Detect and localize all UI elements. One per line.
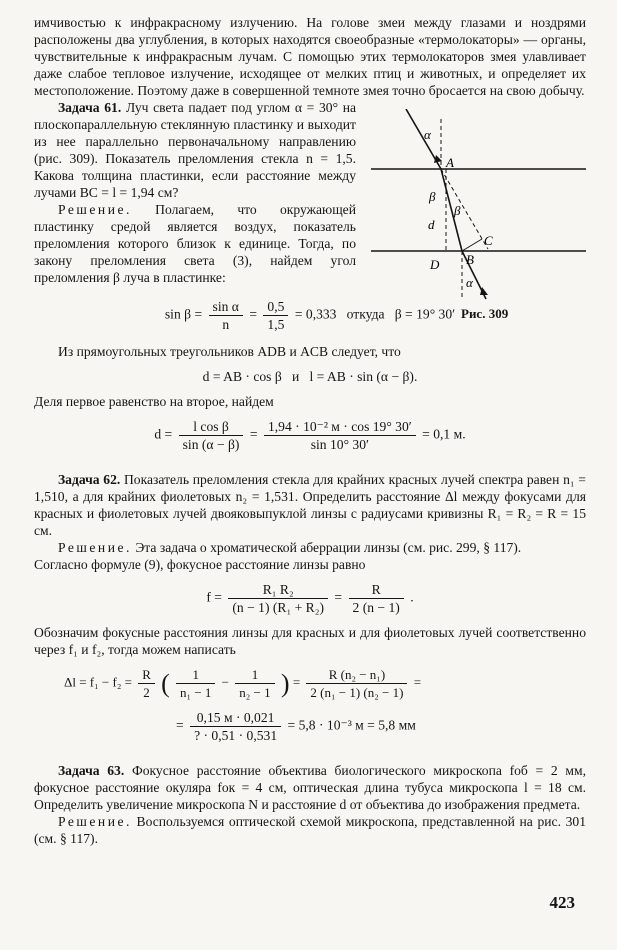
task-63-label: Задача 63. (58, 763, 125, 778)
f3-den2: sin 10° 30′ (310, 437, 369, 452)
f6-frac (190, 709, 281, 744)
f5-frac-2 (235, 666, 274, 701)
f1-den2: 1,5 (267, 317, 285, 332)
label-beta-right: β (454, 203, 461, 218)
f3-left: d = (154, 426, 173, 442)
f6-num: 0,15 м · 0,021 (190, 709, 281, 727)
figure-caption: Рис. 309 (461, 306, 509, 321)
f3-right: = 0,1 м. (422, 426, 466, 442)
f4-frac-2 (349, 581, 404, 616)
f3-num2: 1,94 · 10⁻² м · cos 19° 30′ (264, 418, 416, 436)
f1-right: = 0,333 откуда β = 19° 30′ (294, 306, 456, 322)
solution-word-63: Решение. (58, 814, 132, 829)
formula-delta-l (34, 666, 586, 701)
f5-d2: n₂ − 1 (239, 685, 271, 700)
f4-num: R₁ R₂ (228, 581, 328, 599)
triangles-text: Из прямоугольных треугольников ADB и ACB следует, что (58, 344, 401, 359)
f4-left: f = (206, 589, 222, 605)
figure-309 (366, 109, 586, 334)
task-63-solution-text: Воспользуемся оптической схемой микроскопа, представленной на рис. 301 (см. § 117). (34, 814, 586, 846)
label-b: B (466, 252, 474, 267)
label-beta-left: β (429, 189, 436, 204)
f5-minus: − (221, 674, 230, 690)
task-62-text: Показатель преломления стекла для крайних красных лучей спектра равен n₁ = 1,510, а для крайних фиолетовых n₂ = 1,531. Определить расстояние Δl между фокусами для красных и фиолетовых лучей двояковыпуклой линзы с радиусами кривизны R₁ = R₂ = R = 15 см. (34, 472, 586, 538)
segment-bc (462, 239, 482, 251)
f1-frac-1 (209, 298, 243, 333)
focal-text: Согласно формуле (9), фокусное расстояние линзы равно (34, 557, 366, 572)
f4-frac-1 (228, 581, 328, 616)
task-61 (34, 99, 356, 201)
formula-d-l: d = AB · cos β и l = AB · sin (α − β). (202, 369, 418, 384)
f6-den: ? · 0,51 · 0,531 (194, 728, 278, 743)
task-63 (34, 762, 586, 813)
f5-num3: R (n₂ − n₁) (306, 666, 407, 684)
task-62 (34, 471, 586, 539)
f5-n1: 1 (176, 666, 215, 684)
intro-text: имчивостью к инфракрасному излучению. На голове змеи между глазами и ноздрями расположены два углубления, в которых находятся своеобразные «термолокаторы» — органы, чувствительные к инфракрасным лучам. С помощью этих термолокаторов змея улавливает даже слабое тепловое излучение, исходящее от мелких птиц и животных, и определяет их местоположение. Поэтому даже в совершенной темноте змея точно бросается на свою добычу. (34, 15, 586, 98)
label-alpha-bottom: α (466, 275, 473, 290)
task-61-label: Задача 61. (58, 100, 122, 115)
intro-paragraph (34, 14, 586, 99)
f4-eq: = (334, 589, 343, 605)
f4-den2: 2 (n − 1) (352, 600, 400, 615)
f6-eq: = (176, 717, 184, 733)
f4-right: . (410, 589, 414, 605)
label-c: C (484, 233, 493, 248)
f1-frac-2 (263, 298, 288, 333)
task-61-solution-text: Полагаем, что окружающей пластинку средой является воздух, показатель преломления которого близок к единице. Тогда, по закону преломления света (3), найдем угол преломления β луча в пластинке: (34, 202, 356, 285)
f3-den: sin (α − β) (182, 437, 240, 452)
f3-frac-2 (264, 418, 416, 453)
f4-num2: R (349, 581, 404, 599)
solution-word-61: Решение. (58, 202, 132, 217)
f5-close: ) (280, 669, 290, 698)
f5-eq: = (292, 674, 301, 690)
f3-frac-1 (179, 418, 244, 453)
task-61-solution (34, 201, 356, 286)
f1-num2: 0,5 (263, 298, 288, 316)
f1-left: sin β = (164, 306, 203, 322)
task-62-solution-text: Эта задача о хроматической аберрации линзы (см. рис. 299, § 117). (135, 540, 522, 555)
incident-extension (441, 169, 488, 249)
f3-num: l cos β (179, 418, 244, 436)
label-a: A (446, 155, 454, 170)
f6-right: = 5,8 · 10⁻³ м = 5,8 мм (287, 717, 416, 733)
f1-eq: = (249, 306, 258, 322)
f5-den: 2 (143, 685, 150, 700)
f5-den3: 2 (n₁ − 1) (n₂ − 1) (310, 685, 404, 700)
f1-num: sin α (209, 298, 243, 316)
page-content (34, 14, 586, 847)
label-d: d (428, 217, 435, 232)
refraction-diagram (366, 109, 586, 304)
f5-n2: 1 (235, 666, 274, 684)
f4-den: (n − 1) (R₁ + R₂) (232, 600, 325, 615)
f5-d1: n₁ − 1 (180, 685, 212, 700)
label-alpha-top: α (424, 127, 431, 142)
task-63-text: Фокусное расстояние объектива биологического микроскопа fоб = 2 мм, фокусное расстояние окуляра fок = 4 см, оптическая длина тубуса микроскопа l = 18 см. Определить увеличение микроскопа N и расстояние d от объектива до изображения предмета. (34, 763, 586, 812)
f3-eq: = (249, 426, 258, 442)
page-number: 423 (549, 893, 575, 912)
task-62-label: Задача 62. (58, 472, 121, 487)
f1-den: n (222, 317, 230, 332)
f5-left: Δl = f₁ − f₂ = (64, 674, 132, 690)
formula-delta-l-value (34, 709, 586, 744)
formula-d-result (34, 418, 586, 453)
task-63-solution (34, 813, 586, 847)
f5-num: R (138, 666, 155, 684)
solution-word-62: Решение. (58, 540, 132, 555)
f5-frac-r (138, 666, 155, 701)
f5-open: ( (161, 669, 170, 698)
f5-end: = (413, 674, 422, 690)
f5-frac-3 (306, 666, 407, 701)
division-text: Деля первое равенство на второе, найдем (34, 394, 274, 409)
f5-frac-1 (176, 666, 215, 701)
denote-text: Обозначим фокусные расстояния линзы для красных и для фиолетовых лучей соответственно через f₁ и f₂, тогда можем написать (34, 625, 586, 657)
task-62-solution (34, 539, 586, 556)
label-d-point: D (430, 257, 440, 272)
task-61-text: Луч света падает под углом α = 30° на плоскопараллельную стеклянную пластинку и выходит из нее параллельно первоначальному направлению (рис. 309). Показатель преломления стекла n = 1,5. Какова толщина пластинки, если расстояние между лучами BC = l = 1,94 см? (34, 100, 356, 200)
formula-focal (34, 581, 586, 616)
